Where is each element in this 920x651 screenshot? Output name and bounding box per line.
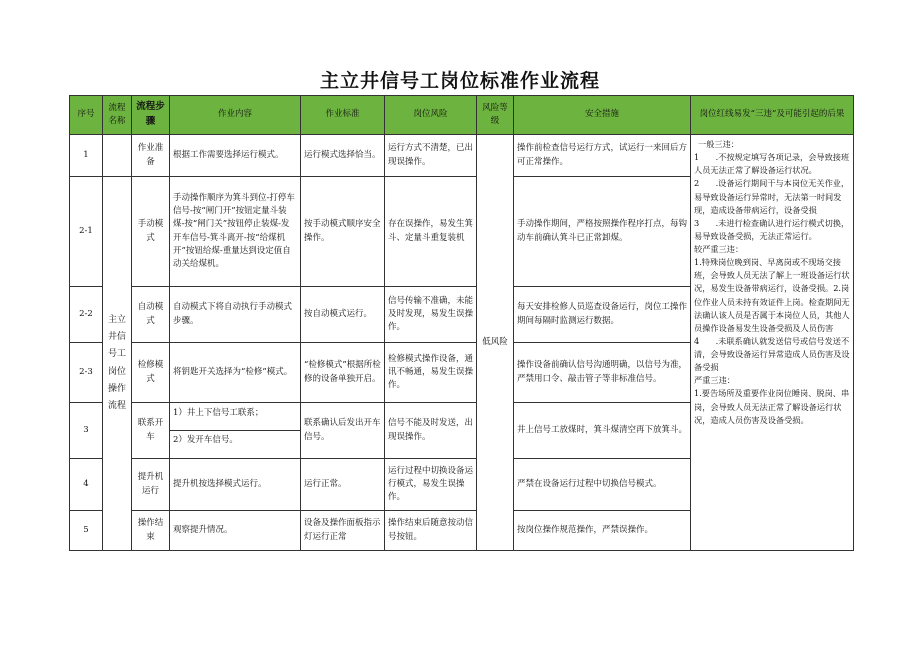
header-step: 流程步骤 (132, 96, 170, 135)
row-standard: 按手动模式顺序安全操作。 (301, 177, 385, 287)
row-no: 5 (70, 511, 103, 551)
consequence-line: 4 .未联系确认就发送信号或信号发送不清，会导致设备运行异常造成人员伤害及设备受损 (694, 335, 850, 373)
header-consequence: 岗位红线易发“三违”及可能引起的后果 (691, 96, 854, 135)
consequence-line: 1.要告场所及重要作业岗位睡岗、脱岗、串岗，会导致人员无法正常了解设备运行状况，造成人员伤害及设备受损。 (694, 388, 850, 425)
row-step: 自动模式 (132, 287, 170, 343)
row-content: 手动操作顺序为箕斗到位-打停车信号-按“闸门开”按钮定量斗装煤-按“闸门关”按钮停止装煤-发开车信号-箕斗离开-按“给煤机开”按钮给煤-重量达到设定值自动关给煤机。 (170, 177, 301, 287)
process-name-cell: 主立井信号工岗位操作流程 (103, 177, 132, 551)
row-standard: 运行模式选择恰当。 (301, 135, 385, 177)
row-risk: 信号传输不准确，未能及时发现，易发生误操作。 (385, 287, 477, 343)
page-title: 主立井信号工岗位标准作业流程 (319, 70, 600, 92)
consequence-line: 严重三违： (694, 375, 735, 386)
row-measure: 严禁在设备运行过程中切换信号模式。 (514, 459, 691, 511)
consequence-line: 1 .不按规定填写各项记录，会导致接班人员无法正常了解设备运行状况。 (694, 152, 850, 176)
content-item: 1）井上下信号工联系； (170, 404, 300, 431)
consequence-line: 1.特殊岗位晚到岗、早离岗或不现场交接班，会导致人员无法了解上一班设备运行状况，易发生设备带病运行，设备受损。2.岗位作业人员未持有效证件上岗。检查期间无法确认该人员是否属于本岗位人员，其他人员操作设备易发生设备受损及人员伤害 (694, 257, 850, 333)
row-step: 操作结束 (132, 511, 170, 551)
row-measure: 井上信号工放煤时，箕斗煤清空再下放箕斗。 (514, 403, 691, 459)
row-content: 自动模式下将自动执行手动模式步骤。 (170, 287, 301, 343)
row-step: 作业准备 (132, 135, 170, 177)
row-measure: 操作前检查信号运行方式，试运行一来回后方可正常操作。 (514, 135, 691, 177)
header-no: 序号 (70, 96, 103, 135)
consequence-line: 3 .未进行检查确认进行运行模式切换，易导致设备受损，无法正常运行。 (694, 217, 850, 241)
header-process-name: 流程名称 (103, 96, 132, 135)
header-standard: 作业标准 (301, 96, 385, 135)
row-content: 将钥匙开关选择为“检修”模式。 (170, 343, 301, 403)
row-risk: 信号不能及时发送，出现误操作。 (385, 403, 477, 459)
row-risk: 运行过程中切换设备运行模式，易发生误操作。 (385, 459, 477, 511)
table-row (70, 135, 854, 177)
row-no: 4 (70, 459, 103, 511)
row-content: 观察提升情况。 (170, 511, 301, 551)
consequence-line: 2 .设备运行期间干与本岗位无关作业，易导致设备运行异常时，无法第一时间发现，造成设备带病运行，设备受损 (694, 178, 850, 215)
row-standard: “检修模式”根据所检修的设备单独开启。 (301, 343, 385, 403)
content-item: 2）发开车信号。 (173, 435, 238, 445)
consequence-line: 一般三违： (698, 139, 739, 149)
row-step: 检修模式 (132, 343, 170, 403)
row-step: 提升机运行 (132, 459, 170, 511)
procedure-table (69, 95, 854, 551)
row-measure: 按岗位操作规范操作，严禁误操作。 (514, 511, 691, 551)
header-risk-level: 风险等级 (477, 96, 514, 135)
row-standard: 联系确认后发出开车信号。 (301, 403, 385, 459)
row-content (170, 403, 301, 459)
row-step: 手动模式 (132, 177, 170, 287)
header-row (70, 96, 854, 135)
row-measure: 手动操作期间，严格按照操作程序打点，每钩动车前确认箕斗已正常卸煤。 (514, 177, 691, 287)
row-content: 提升机按选择模式运行。 (170, 459, 301, 511)
row-risk: 存在误操作，易发生箕斗、定量斗重复装机 (385, 177, 477, 287)
header-risk: 岗位风险 (385, 96, 477, 135)
row-measure: 操作设备前确认信号沟通明确，以信号为准，严禁用口令、敲击管子等非标准信号。 (514, 343, 691, 403)
row-no: 2-1 (70, 177, 103, 287)
process-name-spacer (103, 135, 132, 177)
row-no: 3 (70, 403, 103, 459)
row-no: 2-3 (70, 343, 103, 403)
header-content: 作业内容 (170, 96, 301, 135)
row-risk: 操作结束后随意按动信号按钮。 (385, 511, 477, 551)
row-standard: 按自动模式运行。 (301, 287, 385, 343)
row-measure: 每天安排检修人员巡查设备运行，岗位工操作期间每隔时监测运行数据。 (514, 287, 691, 343)
row-risk: 检修模式操作设备，通讯不畅通，易发生误操作。 (385, 343, 477, 403)
risk-level-cell: 低风险 (477, 135, 514, 551)
row-risk: 运行方式不清楚，已出现误操作。 (385, 135, 477, 177)
row-no: 2-2 (70, 287, 103, 343)
row-no: 1 (70, 135, 103, 177)
row-step: 联系开车 (132, 403, 170, 459)
consequence-line: 较严重三违： (694, 244, 744, 254)
consequence-cell (691, 135, 854, 551)
row-content: 根据工作需要选择运行模式。 (170, 135, 301, 177)
header-measure: 安全措施 (514, 96, 691, 135)
row-standard: 设备及操作面板指示灯运行正常 (301, 511, 385, 551)
row-standard: 运行正常。 (301, 459, 385, 511)
